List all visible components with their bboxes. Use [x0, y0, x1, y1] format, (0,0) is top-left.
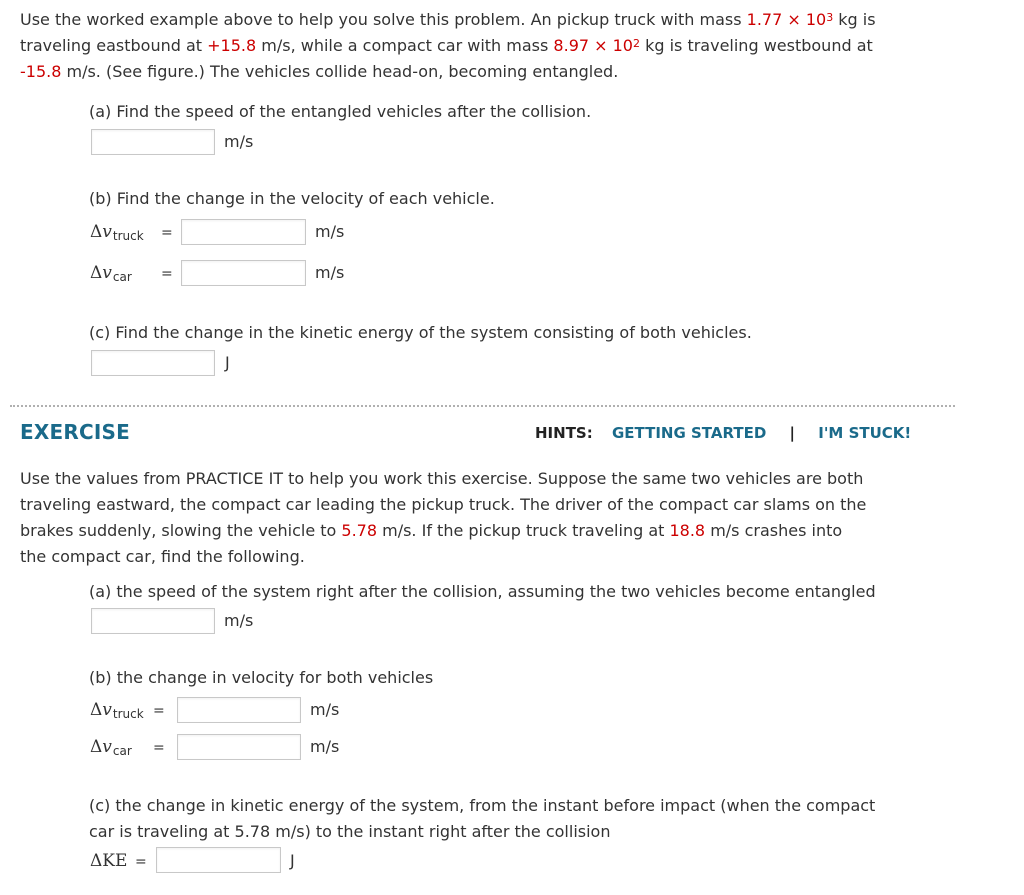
practice-answer-c-unit: J: [225, 353, 230, 372]
practice-dv-car-unit: m/s: [315, 263, 345, 282]
exercise-question-a: (a) the speed of the system right after the collision, assuming the two vehicles become entangled: [89, 582, 876, 601]
hints-separator: |: [789, 424, 796, 442]
exercise-title: EXERCISE: [20, 420, 130, 444]
practice-dv-car-input[interactable]: [181, 260, 306, 286]
practice-dv-car-equals: =: [161, 266, 173, 282]
practice-answer-c-input[interactable]: [91, 350, 215, 376]
exercise-truck-speed-value: 18.8: [669, 521, 706, 540]
exercise-question-c-line1: (c) the change in kinetic energy of the system, from the instant before impact (when the compact: [89, 796, 876, 815]
exercise-car-speed-value: 5.78: [341, 521, 378, 540]
exercise-dv-car-label: Δvcar: [90, 737, 132, 758]
exercise-problem-text: Use the values from PRACTICE IT to help you work this exercise. Suppose the same two vehicles are both traveling eastward, the compact car leading the pickup truck. The driver of the compact car slams on the brakes suddenly, slowing the vehicle to 5.78 m/s. If the pickup truck traveling at 18.8 m/s crashes into the compact car, find the following.: [20, 469, 867, 566]
practice-dv-car-label: Δvcar: [90, 263, 132, 284]
exercise-dv-car-unit: m/s: [310, 737, 340, 756]
practice-dv-truck-equals: =: [161, 225, 173, 241]
exercise-answer-a-unit: m/s: [224, 611, 254, 630]
im-stuck-link[interactable]: I'M STUCK!: [818, 424, 912, 442]
practice-question-c: (c) Find the change in the kinetic energy of the system consisting of both vehicles.: [89, 323, 752, 342]
exercise-question-b: (b) the change in velocity for both vehicles: [89, 668, 434, 687]
exercise-dv-truck-equals: =: [153, 703, 165, 719]
section-divider: [10, 405, 955, 407]
car-mass-value: $8.97 \times 10^2$: [553, 36, 640, 55]
exercise-dke-label: ΔKE: [90, 851, 128, 871]
hints-label: HINTS:: [535, 424, 593, 442]
getting-started-link[interactable]: GETTING STARTED: [611, 424, 767, 442]
exercise-dv-truck-input[interactable]: [177, 697, 301, 723]
hints-bar: [535, 424, 911, 442]
car-speed-value: -15.8: [20, 62, 62, 81]
truck-speed-value: +15.8: [207, 36, 257, 55]
practice-answer-a-input[interactable]: [91, 129, 215, 155]
practice-answer-a-unit: m/s: [224, 132, 254, 151]
exercise-dv-truck-unit: m/s: [310, 700, 340, 719]
practice-problem-text: Use the worked example above to help you solve this problem. An pickup truck with mass $1.77 \times 10^3$ kg is traveling eastbound at +15.8 m/s, while a compact car with mass $8.97 \times 10^2$ kg is traveling westbound at -15.8 m/s. (See figure.) The vehicles collide head-on, becoming entangled.: [20, 10, 876, 81]
exercise-dke-equals: =: [135, 854, 147, 870]
exercise-dke-unit: J: [290, 851, 295, 870]
exercise-dv-car-input[interactable]: [177, 734, 301, 760]
practice-question-a: (a) Find the speed of the entangled vehicles after the collision.: [89, 102, 592, 121]
truck-mass-value: $1.77 \times 10^3$: [746, 10, 834, 29]
exercise-answer-a-input[interactable]: [91, 608, 215, 634]
exercise-question-c-line2: car is traveling at 5.78 m/s) to the instant right after the collision: [89, 822, 611, 841]
exercise-dv-car-equals: =: [153, 740, 165, 756]
practice-dv-truck-label: Δvtruck: [90, 222, 144, 243]
practice-dv-truck-input[interactable]: [181, 219, 306, 245]
practice-question-b: (b) Find the change in the velocity of each vehicle.: [89, 189, 495, 208]
exercise-dv-truck-label: Δvtruck: [90, 700, 144, 721]
exercise-dke-input[interactable]: [156, 847, 281, 873]
practice-dv-truck-unit: m/s: [315, 222, 345, 241]
